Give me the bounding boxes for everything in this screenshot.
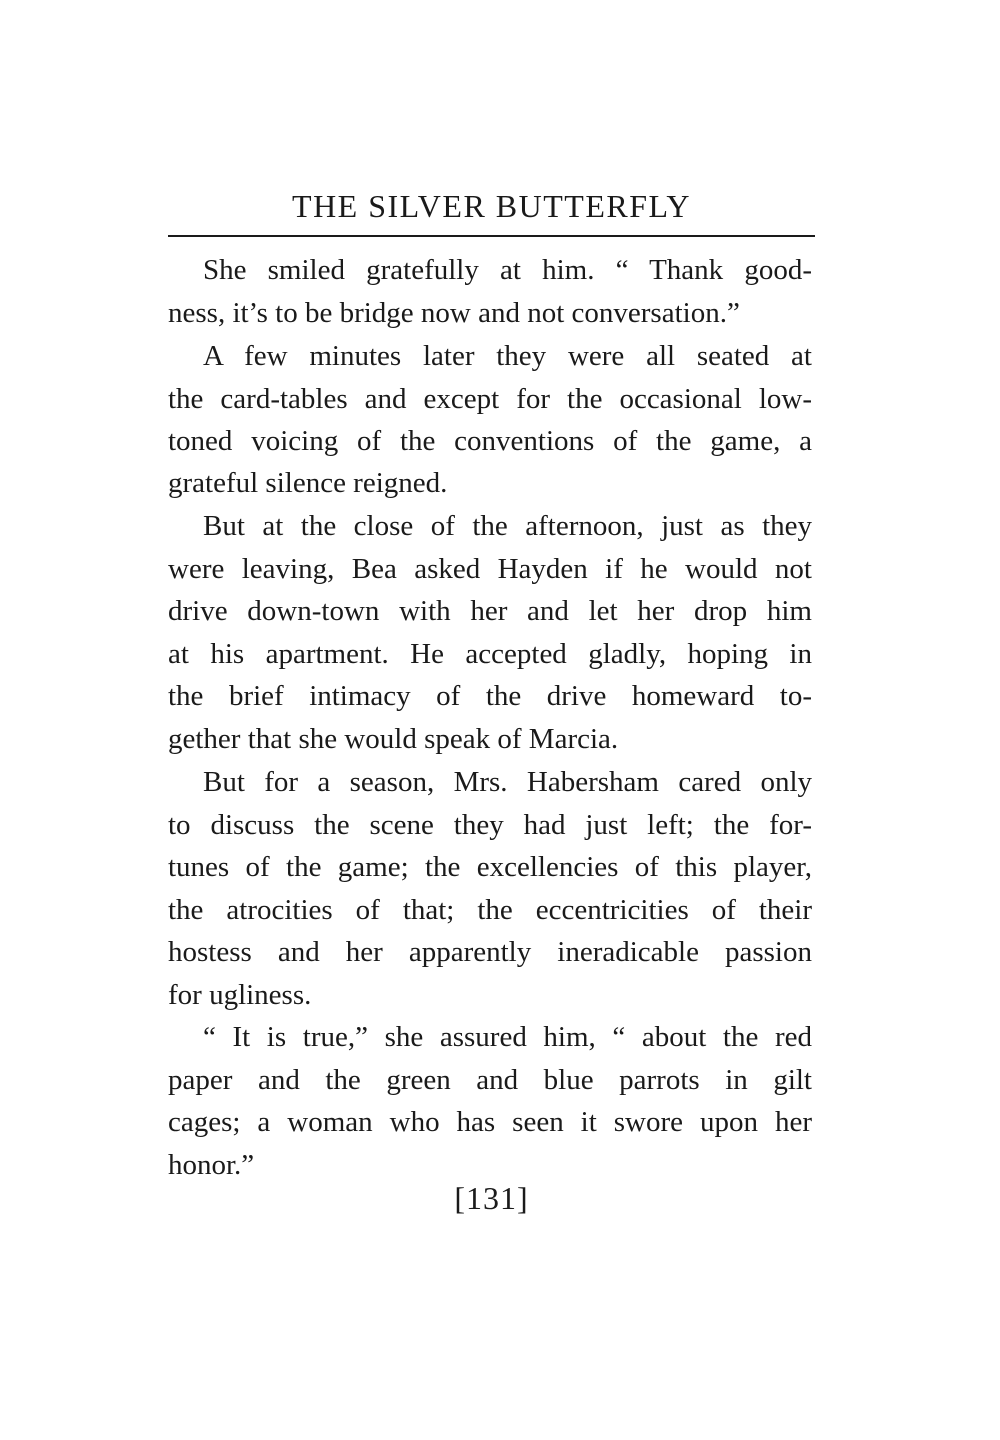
text-line: the card-tables and except for the occasional low- bbox=[168, 383, 812, 415]
text-line: But at the close of the afternoon, just as they bbox=[203, 510, 812, 542]
text-line: A few minutes later they were all seated at bbox=[203, 340, 812, 372]
text-line: cages; a woman who has seen it swore upon her bbox=[168, 1106, 812, 1138]
text-line: gether that she would speak of Marcia. bbox=[168, 723, 619, 755]
text-line: tunes of the game; the excellencies of this player, bbox=[168, 851, 812, 883]
header-rule bbox=[168, 235, 815, 237]
text-line: honor.” bbox=[168, 1149, 255, 1181]
text-line: But for a season, Mrs. Habersham cared only bbox=[203, 766, 812, 798]
text-line: were leaving, Bea asked Hayden if he would not bbox=[168, 553, 812, 585]
running-head: THE SILVER BUTTERFLY bbox=[292, 188, 691, 224]
page-number: [131] bbox=[454, 1180, 529, 1216]
text-line: drive down-town with her and let her drop him bbox=[168, 595, 812, 627]
text-line: ness, it’s to be bridge now and not conversation.” bbox=[168, 297, 740, 329]
text-line: grateful silence reigned. bbox=[168, 467, 448, 499]
text-line: She smiled gratefully at him. “ Thank good- bbox=[203, 254, 812, 286]
text-line: the brief intimacy of the drive homeward to- bbox=[168, 680, 812, 712]
text-line: hostess and her apparently ineradicable passion bbox=[168, 936, 812, 968]
text-line: “ It is true,” she assured him, “ about the red bbox=[203, 1021, 812, 1053]
text-line: paper and the green and blue parrots in gilt bbox=[168, 1064, 812, 1096]
text-line: toned voicing of the conventions of the game, a bbox=[168, 425, 812, 457]
text-line: to discuss the scene they had just left; the for- bbox=[168, 809, 812, 841]
text-line: the atrocities of that; the eccentricities of their bbox=[168, 894, 812, 926]
text-line: at his apartment. He accepted gladly, hoping in bbox=[168, 638, 812, 670]
text-line: for ugliness. bbox=[168, 979, 312, 1011]
